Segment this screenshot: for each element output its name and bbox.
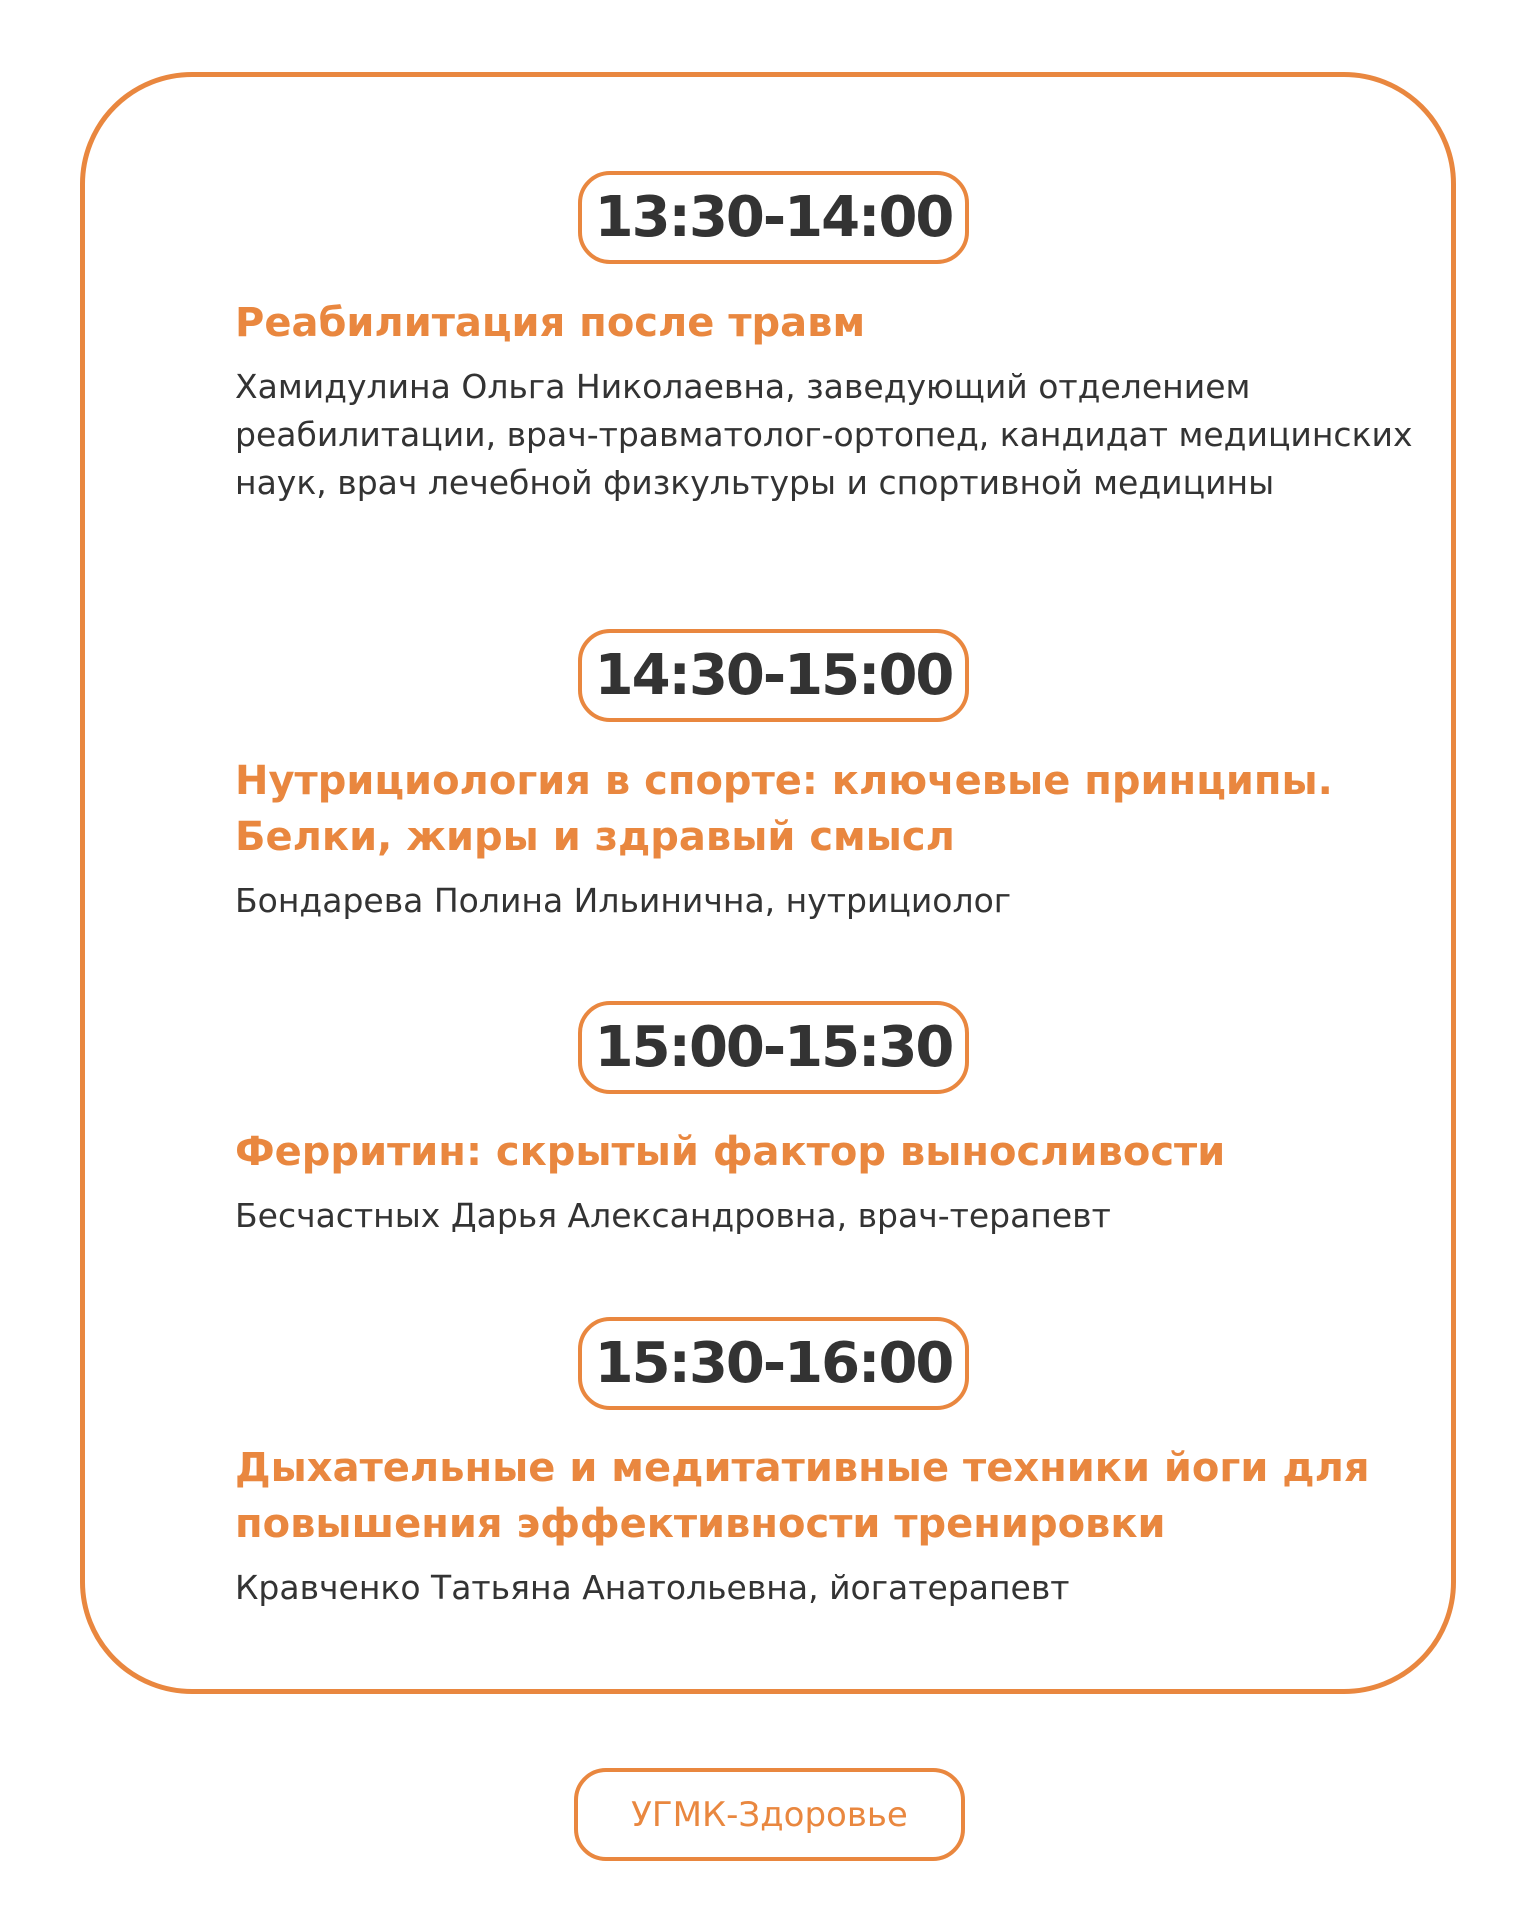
time-badge: 15:00-15:30 [578, 1001, 969, 1094]
speaker-info: Бесчастных Дарья Александровна, врач-терапевт [235, 1196, 1111, 1235]
speaker-info: Бондарева Полина Ильинична, нутрициолог [235, 881, 1012, 920]
speaker-info: Хамидулина Ольга Николаевна, заведующий отделением реабилитации, врач-травматолог-ортопед, кандидат медицинских наук, врач лечебной физкультуры и спортивной медицины [235, 367, 1413, 502]
time-badge: 15:30-16:00 [578, 1317, 969, 1410]
topic-title: Реабилитация после травм [235, 300, 866, 346]
topic-title: Нутрициология в спорте: ключевые принципы. Белки, жиры и здравый смысл [235, 758, 1333, 860]
schedule-card [80, 72, 1456, 1694]
brand-badge: УГМК-Здоровье [574, 1768, 965, 1861]
topic-title: Дыхательные и медитативные техники йоги для повышения эффективности тренировки [235, 1445, 1370, 1547]
topic-title: Ферритин: скрытый фактор выносливости [235, 1129, 1226, 1175]
time-badge: 14:30-15:00 [578, 629, 969, 722]
time-badge: 13:30-14:00 [578, 171, 969, 264]
speaker-info: Кравченко Татьяна Анатольевна, йогатерапевт [235, 1568, 1070, 1607]
